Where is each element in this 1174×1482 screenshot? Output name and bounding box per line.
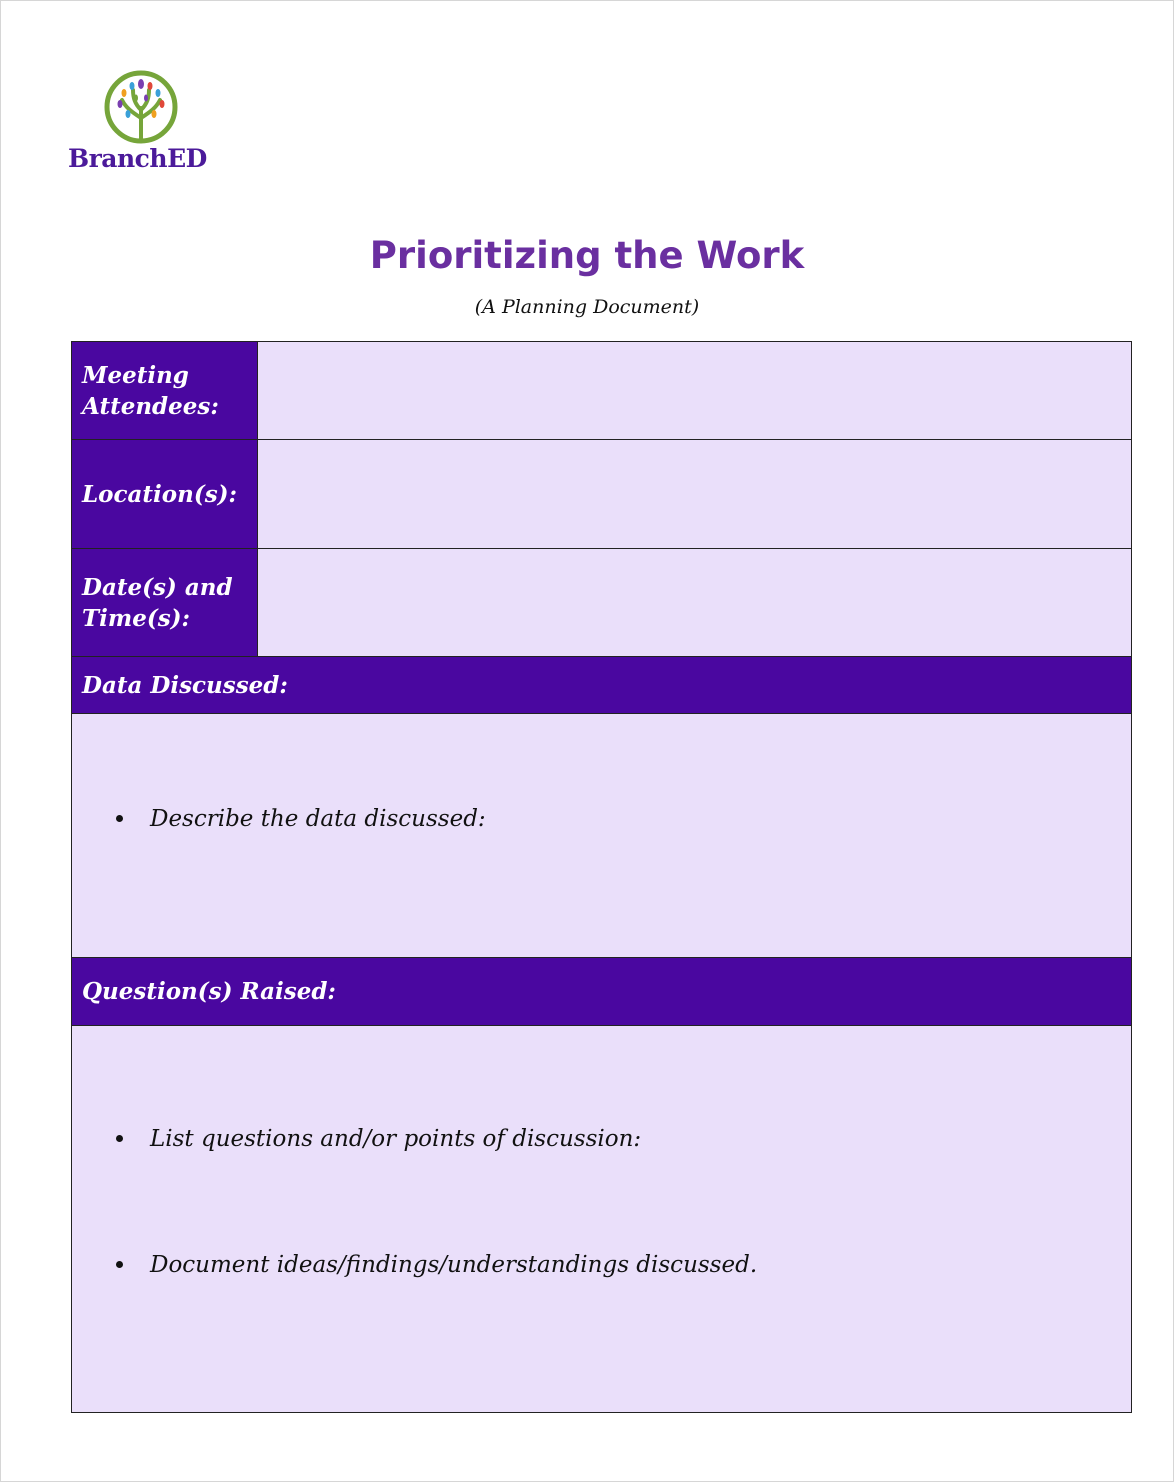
questions-raised-area[interactable] [72, 1026, 1132, 1413]
bullet-icon [116, 815, 123, 822]
logo-text: BranchED [68, 144, 207, 173]
datetime-label: Date(s) and Time(s): [72, 549, 258, 657]
data-discussed-header: Data Discussed: [72, 657, 1132, 714]
list-item: Describe the data discussed: [116, 806, 486, 832]
questions-raised-header: Question(s) Raised: [72, 958, 1132, 1026]
attendees-field[interactable] [258, 342, 1132, 440]
bullet-icon [116, 1135, 123, 1142]
planning-form [71, 341, 1132, 1413]
location-field[interactable] [258, 440, 1132, 549]
page-title: Prioritizing the Work [369, 234, 805, 277]
bullet-icon [116, 1261, 123, 1268]
datetime-field[interactable] [258, 549, 1132, 657]
tree-icon [102, 68, 180, 146]
list-item: List questions and/or points of discussion: [116, 1126, 641, 1152]
attendees-label: Meeting Attendees: [72, 342, 258, 440]
location-label: Location(s): [72, 440, 258, 549]
list-item: Document ideas/findings/understandings discussed. [116, 1252, 757, 1278]
page-subtitle: (A Planning Document) [474, 296, 700, 318]
branched-logo [66, 68, 226, 178]
data-discussed-area[interactable] [72, 714, 1132, 958]
